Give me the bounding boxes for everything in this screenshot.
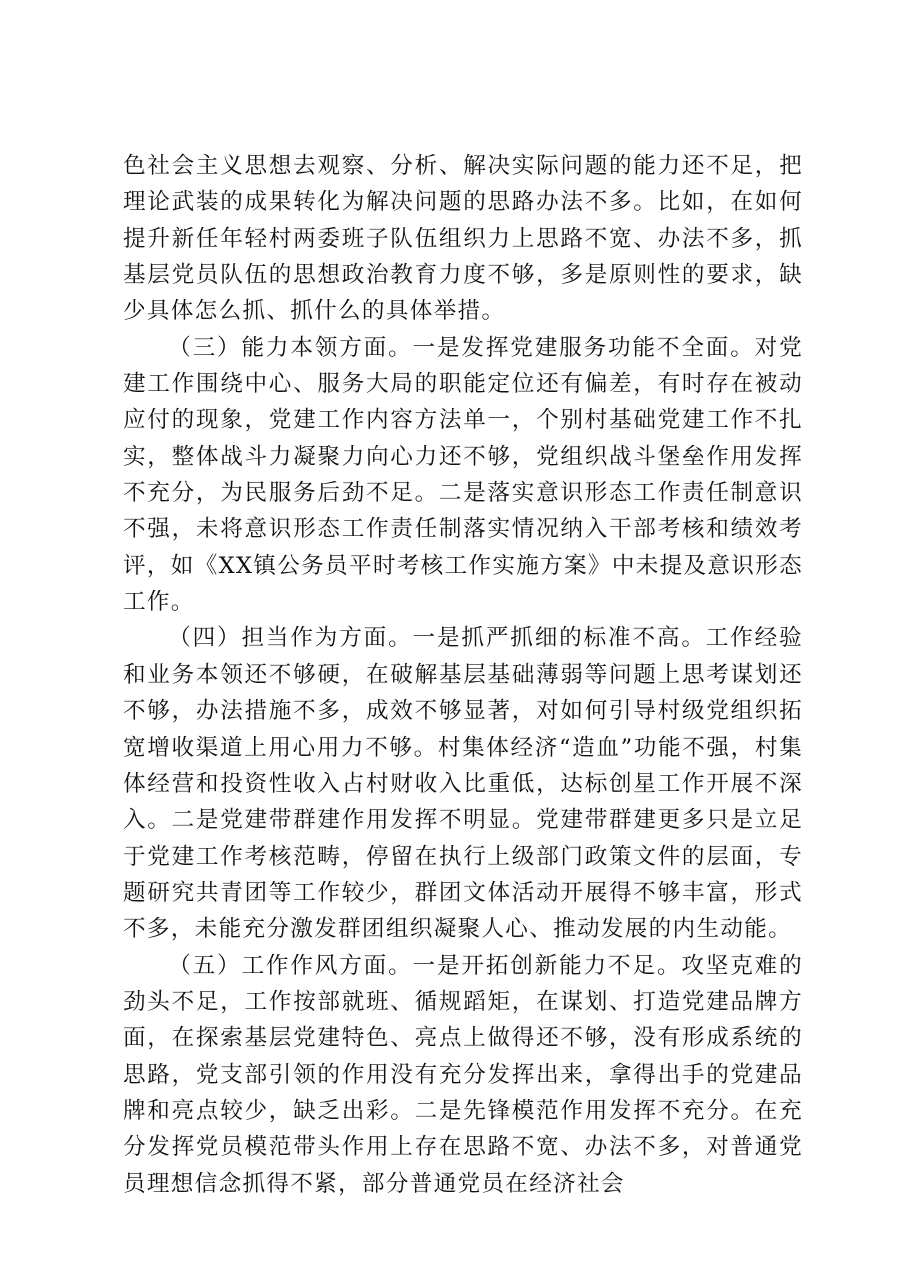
paragraph-continuation: 色社会主义思想去观察、分析、解决实际问题的能力还不足，把理论武装的成果转化为解决问题的思路办法不多。比如，在如何提升新任年轻村两委班子队伍组织力上思路不宽、办法不多，抓基层党员队伍的思想政治教育力度不够，多是原则性的要求，缺少具体怎么抓、抓什么的具体举措。 [123,153,803,325]
document-body [123,148,803,1202]
paragraph-work-style: （五）工作作风方面。一是开拓创新能力不足。攻坚克难的劲头不足，工作按部就班、循规蹈矩，在谋划、打造党建品牌方面，在探索基层党建特色、亮点上做得还不够，没有形成系统的思路，党支部引领的作用没有充分发挥出来，拿得出手的党建品牌和亮点较少，缺乏出彩。二是先锋模范作用发挥不充分。在充分发挥党员模范带头作用上存在思路不宽、办法不多，对普通党员理想信念抓得不紧，部分普通党员在经济社会 [123,952,803,1197]
paragraph-ability: （三）能力本领方面。一是发挥党建服务功能不全面。对党建工作围绕中心、服务大局的职能定位还有偏差，有时存在被动应付的现象，党建工作内容方法单一，个别村基础党建工作不扎实，整体战斗力凝聚力向心力还不够，党组织战斗堡垒作用发挥不充分，为民服务后劲不足。二是落实意识形态工作责任制意识不强，未将意识形态工作责任制落实情况纳入干部考核和绩效考评，如《XX镇公务员平时考核工作实施方案》中未提及意识形态工作。 [123,334,803,616]
paragraph-responsibility: （四）担当作为方面。一是抓严抓细的标准不高。工作经验和业务本领还不够硬，在破解基层基础薄弱等问题上思考谋划还不够，办法措施不多，成效不够显著，对如何引导村级党组织拓宽增收渠道上用心用力不够。村集体经济“造血”功能不强，村集体经营和投资性收入占村财收入比重低，达标创星工作开展不深入。二是党建带群建作用发挥不明显。党建带群建更多只是立足于党建工作考核范畴，停留在执行上级部门政策文件的层面，专题研究共青团等工作较少，群团文体活动开展得不够丰富，形式不多，未能充分激发群团组织凝聚人心、推动发展的内生动能。 [123,625,803,943]
